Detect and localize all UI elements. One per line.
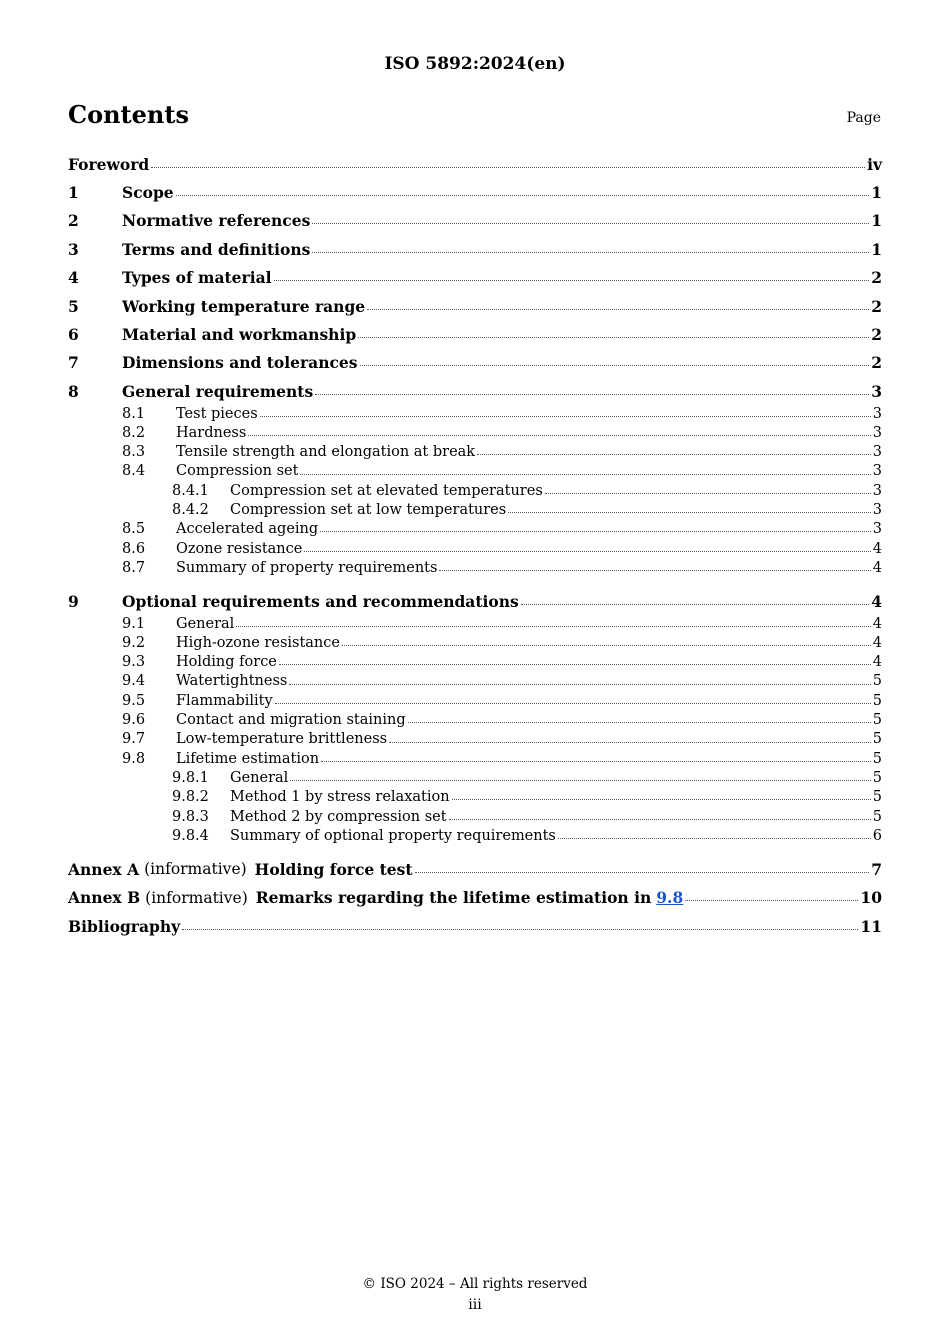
toc-title: Holding force bbox=[176, 654, 277, 671]
toc-entry-general-9-1[interactable] bbox=[68, 616, 882, 635]
toc-entry-watertightness[interactable] bbox=[68, 673, 882, 692]
toc-page: 7 bbox=[871, 859, 882, 879]
dot-leader bbox=[176, 195, 870, 196]
page-title: Contents bbox=[68, 100, 189, 129]
toc-title: Normative references bbox=[122, 211, 311, 231]
toc-page: 3 bbox=[872, 405, 882, 422]
toc-page: 3 bbox=[872, 482, 882, 499]
toc-page: iv bbox=[867, 154, 882, 174]
toc-number: 1 bbox=[68, 183, 79, 203]
toc-entry-foreword[interactable] bbox=[68, 150, 882, 178]
page-column-label: Page bbox=[846, 110, 881, 126]
dot-leader bbox=[477, 454, 871, 455]
dot-leader bbox=[415, 872, 870, 873]
toc-title: Ozone resistance bbox=[176, 540, 303, 557]
toc-number: 8.4 bbox=[122, 463, 146, 480]
document-id: ISO 5892:2024(en) bbox=[384, 54, 566, 74]
toc-page: 5 bbox=[872, 750, 882, 767]
dot-leader bbox=[289, 684, 870, 685]
toc-number: 8 bbox=[68, 381, 79, 401]
dot-leader bbox=[320, 531, 871, 532]
toc-title: Flammability bbox=[176, 692, 273, 709]
annex-label: Annex A bbox=[68, 859, 140, 879]
toc-entry-tensile-strength[interactable] bbox=[68, 444, 882, 463]
toc-entry-summary-property[interactable] bbox=[68, 560, 882, 579]
dot-leader bbox=[439, 570, 870, 571]
dot-leader bbox=[236, 626, 870, 627]
toc-entry-holding-force[interactable] bbox=[68, 654, 882, 673]
dot-leader bbox=[321, 761, 871, 762]
toc-entry-ozone-resistance[interactable] bbox=[68, 541, 882, 560]
dot-leader bbox=[312, 252, 869, 253]
toc-page: 2 bbox=[871, 268, 882, 288]
dot-leader bbox=[508, 512, 871, 513]
toc-title: High-ozone resistance bbox=[176, 634, 340, 651]
dot-leader bbox=[312, 223, 869, 224]
toc-number: 9.8.3 bbox=[172, 808, 209, 825]
toc-entry-optional-requirements[interactable] bbox=[68, 587, 882, 615]
toc-title: Compression set at elevated temperatures bbox=[230, 482, 543, 499]
toc-number: 4 bbox=[68, 268, 79, 288]
toc-entry-terms-definitions[interactable] bbox=[68, 235, 882, 263]
toc-page: 4 bbox=[872, 559, 882, 576]
toc-number: 8.6 bbox=[122, 540, 146, 557]
toc-entry-compression-set[interactable] bbox=[68, 463, 882, 482]
toc-title: Types of material bbox=[122, 268, 272, 288]
toc-entry-lifetime-estimation[interactable] bbox=[68, 751, 882, 770]
dot-leader bbox=[521, 604, 869, 605]
dot-leader bbox=[275, 703, 871, 704]
dot-leader bbox=[304, 551, 870, 552]
dot-leader bbox=[274, 280, 870, 281]
toc-entry-general-requirements[interactable] bbox=[68, 377, 882, 405]
toc-page: 4 bbox=[872, 654, 882, 671]
toc-title: Low-temperature brittleness bbox=[176, 731, 388, 748]
dot-leader bbox=[290, 780, 870, 781]
toc-page: 1 bbox=[871, 239, 882, 259]
toc-number: 7 bbox=[68, 353, 79, 373]
toc-number: 6 bbox=[68, 325, 79, 345]
toc-number: 9.2 bbox=[122, 634, 146, 651]
toc-entry-dimensions-tolerances[interactable] bbox=[68, 349, 882, 377]
dot-leader bbox=[408, 722, 871, 723]
dot-leader bbox=[685, 900, 858, 901]
toc-page: 3 bbox=[871, 381, 882, 401]
annex-tag: (informative) bbox=[145, 888, 248, 907]
toc-entry-types-of-material[interactable] bbox=[68, 264, 882, 292]
toc-page: 3 bbox=[872, 463, 882, 480]
toc-page: 3 bbox=[872, 521, 882, 538]
toc-page: 5 bbox=[872, 789, 882, 806]
toc-entry-annex-b[interactable] bbox=[68, 884, 882, 912]
toc-entry-test-pieces[interactable] bbox=[68, 406, 882, 425]
toc-page: 5 bbox=[872, 808, 882, 825]
toc-title: Material and workmanship bbox=[122, 325, 357, 345]
dot-leader bbox=[389, 742, 871, 743]
toc-page: 5 bbox=[872, 731, 882, 748]
toc-page: 2 bbox=[871, 353, 882, 373]
toc-title: Method 1 by stress relaxation bbox=[230, 789, 450, 806]
toc-number: 9.3 bbox=[122, 654, 146, 671]
toc-page: 4 bbox=[871, 591, 882, 611]
toc-entry-method-2[interactable] bbox=[68, 809, 882, 828]
toc-title: Bibliography bbox=[68, 916, 181, 936]
toc-title: Remarks regarding the lifetime estimation in bbox=[255, 888, 652, 908]
toc-title: Working temperature range bbox=[122, 296, 366, 316]
toc-entry-accelerated-ageing[interactable] bbox=[68, 521, 882, 540]
dot-leader bbox=[367, 309, 869, 310]
toc-entry-compression-low[interactable] bbox=[68, 502, 882, 521]
toc-page: 5 bbox=[872, 769, 882, 786]
toc-page: 6 bbox=[872, 827, 882, 844]
toc-title: Holding force test bbox=[254, 859, 413, 879]
toc-page: 5 bbox=[872, 712, 882, 729]
annex-label: Annex B bbox=[68, 888, 141, 908]
toc-number: 9.4 bbox=[122, 673, 146, 690]
toc-page: 1 bbox=[871, 183, 882, 203]
toc-number: 9.8.2 bbox=[172, 789, 209, 806]
dot-leader bbox=[558, 838, 871, 839]
toc-number: 8.1 bbox=[122, 405, 146, 422]
toc-page: 5 bbox=[872, 692, 882, 709]
dot-leader bbox=[315, 394, 869, 395]
toc-entry-general-9-8-1[interactable] bbox=[68, 770, 882, 789]
toc-page: 2 bbox=[871, 325, 882, 345]
toc-number: 9.6 bbox=[122, 712, 146, 729]
toc-title: Dimensions and tolerances bbox=[122, 353, 358, 373]
dot-leader bbox=[300, 474, 870, 475]
toc-entry-working-temperature[interactable] bbox=[68, 292, 882, 320]
toc-entry-low-temp-brittleness[interactable] bbox=[68, 731, 882, 750]
table-of-contents bbox=[68, 150, 882, 940]
toc-entry-material-workmanship[interactable] bbox=[68, 320, 882, 348]
dot-leader bbox=[279, 664, 871, 665]
toc-entry-bibliography[interactable] bbox=[68, 912, 882, 940]
section-link[interactable]: 9.8 bbox=[656, 888, 684, 908]
toc-number: 8.5 bbox=[122, 521, 146, 538]
toc-number: 3 bbox=[68, 239, 79, 259]
toc-title: General bbox=[176, 615, 235, 632]
toc-page: 2 bbox=[871, 296, 882, 316]
toc-title: Tensile strength and elongation at break bbox=[176, 444, 476, 461]
toc-entry-method-1[interactable] bbox=[68, 789, 882, 808]
toc-number: 9.5 bbox=[122, 692, 146, 709]
toc-page: 3 bbox=[872, 444, 882, 461]
toc-page: 3 bbox=[872, 502, 882, 518]
toc-title: Compression set at low temperatures bbox=[230, 502, 507, 518]
toc-title: General bbox=[230, 769, 289, 786]
toc-title: Summary of property requirements bbox=[176, 559, 438, 576]
toc-title: Hardness bbox=[176, 424, 247, 441]
dot-leader bbox=[260, 416, 871, 417]
toc-title: Optional requirements and recommendations bbox=[122, 591, 519, 611]
toc-number: 9.7 bbox=[122, 731, 146, 748]
toc-title: Watertightness bbox=[176, 673, 288, 690]
toc-title: Scope bbox=[122, 183, 174, 203]
toc-title: Summary of optional property requirements bbox=[230, 827, 556, 844]
toc-number: 9.1 bbox=[122, 615, 146, 632]
toc-number: 2 bbox=[68, 211, 79, 231]
toc-title: Terms and definitions bbox=[122, 239, 311, 259]
dot-leader bbox=[545, 493, 871, 494]
toc-number: 5 bbox=[68, 296, 79, 316]
dot-leader bbox=[182, 929, 858, 930]
toc-title: Method 2 by compression set bbox=[230, 808, 447, 825]
toc-page: 3 bbox=[872, 424, 882, 441]
toc-page: 4 bbox=[872, 615, 882, 632]
toc-page: 5 bbox=[872, 673, 882, 690]
copyright-notice: © ISO 2024 – All rights reserved bbox=[362, 1276, 588, 1292]
dot-leader bbox=[248, 435, 870, 436]
toc-entry-high-ozone[interactable] bbox=[68, 635, 882, 654]
dot-leader bbox=[151, 167, 865, 168]
annex-tag: (informative) bbox=[144, 860, 247, 879]
toc-page: 1 bbox=[871, 211, 882, 231]
toc-number: 9.8 bbox=[122, 750, 146, 767]
toc-number: 8.4.2 bbox=[172, 502, 209, 518]
toc-title: Accelerated ageing bbox=[176, 521, 319, 538]
toc-title: Test pieces bbox=[176, 405, 258, 422]
toc-entry-flammability[interactable] bbox=[68, 693, 882, 712]
toc-number: 8.2 bbox=[122, 424, 146, 441]
toc-entry-normative-references[interactable] bbox=[68, 207, 882, 235]
toc-title: Foreword bbox=[68, 154, 150, 174]
toc-number: 9.8.4 bbox=[172, 827, 209, 844]
toc-page: 4 bbox=[872, 634, 882, 651]
dot-leader bbox=[358, 337, 869, 338]
dot-leader bbox=[452, 799, 871, 800]
dot-leader bbox=[342, 645, 871, 646]
toc-title: Lifetime estimation bbox=[176, 750, 320, 767]
toc-page: 4 bbox=[872, 540, 882, 557]
toc-entry-hardness[interactable] bbox=[68, 425, 882, 444]
toc-page: 10 bbox=[860, 888, 882, 908]
page-number: iii bbox=[468, 1297, 482, 1313]
toc-page: 11 bbox=[860, 916, 882, 936]
toc-number: 8.7 bbox=[122, 559, 146, 576]
toc-entry-scope[interactable] bbox=[68, 178, 882, 206]
toc-number: 8.4.1 bbox=[172, 482, 209, 499]
toc-title: General requirements bbox=[122, 381, 314, 401]
toc-number: 9 bbox=[68, 591, 79, 611]
toc-entry-summary-optional[interactable] bbox=[68, 828, 882, 847]
toc-number: 8.3 bbox=[122, 444, 146, 461]
dot-leader bbox=[360, 365, 870, 366]
toc-title: Contact and migration staining bbox=[176, 712, 406, 729]
toc-entry-annex-a[interactable] bbox=[68, 855, 882, 883]
toc-number: 9.8.1 bbox=[172, 769, 209, 786]
toc-entry-compression-elevated[interactable] bbox=[68, 483, 882, 502]
dot-leader bbox=[449, 819, 871, 820]
toc-entry-contact-staining[interactable] bbox=[68, 712, 882, 731]
toc-title: Compression set bbox=[176, 463, 299, 480]
